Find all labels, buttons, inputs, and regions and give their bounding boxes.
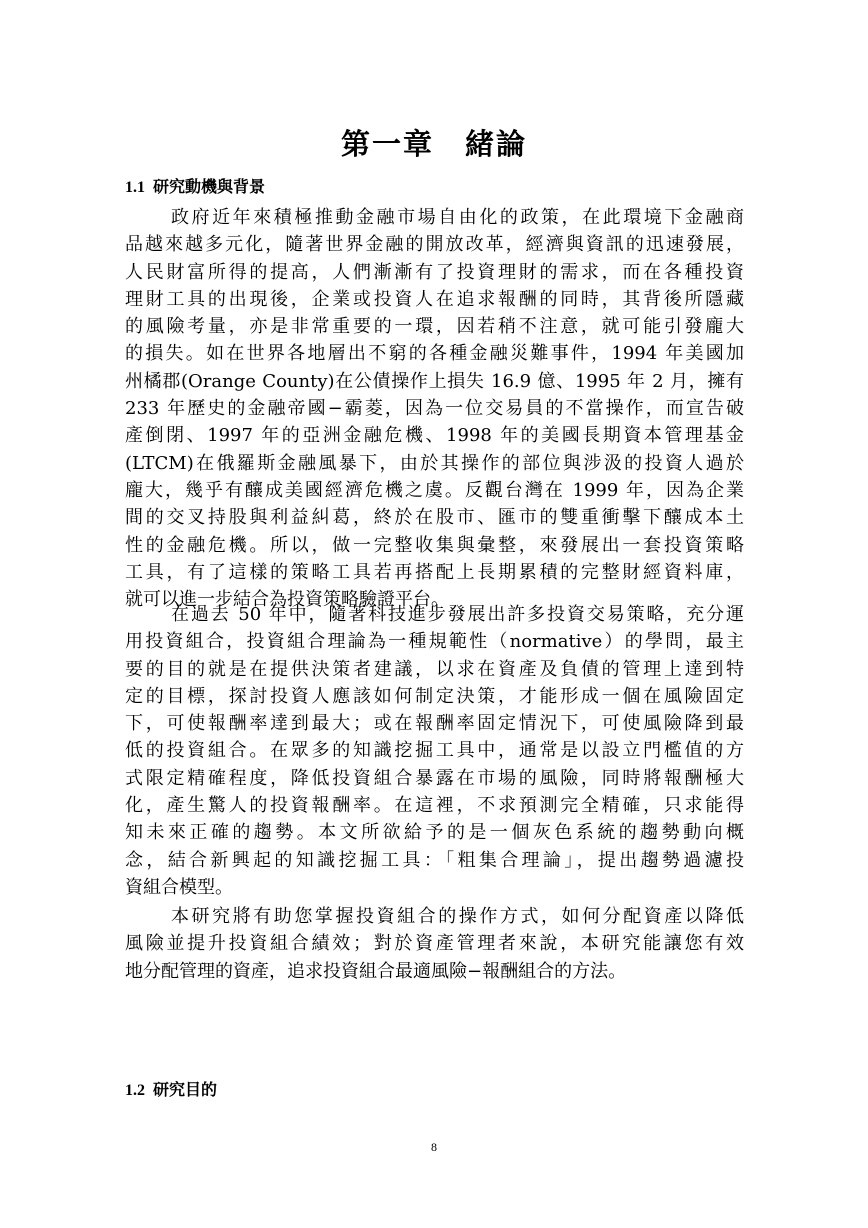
paragraph-line: 地分配管理的資產，追求投資組合最適風險−報酬組合的方法。 (125, 960, 627, 982)
chapter-title: 第一章 緒論 (340, 127, 527, 161)
paragraph-line: 理財工具的出現後，企業或投資人在追求報酬的同時，其背後所隱藏 (125, 288, 744, 310)
paragraph-line: 低的投資組合。在眾多的知識挖掘工具中，通常是以設立門檻值的方 (125, 740, 744, 762)
section-heading-1-2 (125, 1079, 217, 1102)
section-title: 研究目的 (153, 1080, 218, 1099)
paragraph-line: 知未來正確的趨勢。本文所欲給予的是一個灰色系統的趨勢動向概 (125, 822, 744, 844)
paragraph-line: 化，產生驚人的投資報酬率。在這裡，不求預測完全精確，只求能得 (125, 795, 744, 817)
paragraph-line: 產倒閉、1997 年的亞洲金融危機、1998 年的美國長期資本管理基金 (125, 425, 744, 447)
paragraph-motivation (125, 204, 744, 613)
paragraph-portfolio-theory (125, 601, 744, 901)
paragraph-line: 品越來越多元化，隨著世界金融的開放改革，經濟與資訊的迅速發展， (125, 234, 744, 256)
paragraph-line: 就可以進一步結合為投資策略驗證平台。 (125, 589, 449, 611)
paragraph-line: 下，可使報酬率達到最大；或在報酬率固定情況下，可使風險降到最 (125, 713, 744, 735)
paragraph-line: 本研究將有助您掌握投資組合的操作方式，如何分配資產以降低 (171, 906, 744, 927)
paragraph-line: 州橘郡(Orange County)在公債操作上損失 16.9 億、1995 年 2 月，擁有 (125, 370, 744, 392)
paragraph-line: 政府近年來積極推動金融市場自由化的政策，在此環境下金融商 (171, 207, 744, 228)
paragraph-line: 工具，有了這樣的策略工具若再搭配上長期累積的完整財經資料庫， (125, 561, 744, 583)
paragraph-line: (LTCM)在俄羅斯金融風暴下，由於其操作的部位與涉汲的投資人過於 (125, 452, 744, 474)
section-number: 1.1 (125, 179, 145, 196)
paragraph-contribution (125, 903, 744, 985)
section-number: 1.2 (125, 1082, 145, 1099)
paragraph-line: 式限定精確程度，降低投資組合暴露在市場的風險，同時將報酬極大 (125, 767, 744, 789)
paragraph-line: 的風險考量，亦是非常重要的一環，因若稍不注意，就可能引發龐大 (125, 316, 744, 338)
paragraph-line: 用投資組合，投資組合理論為一種規範性（normative）的學問，最主 (125, 631, 744, 653)
paragraph-line: 定的目標，探討投資人應該如何制定決策，才能形成一個在風險固定 (125, 685, 744, 707)
paragraph-line: 在過去 50 年中，隨著科技進步發展出許多投資交易策略，充分運 (171, 604, 744, 625)
paragraph-line: 人民財富所得的提高，人們漸漸有了投資理財的需求，而在各種投資 (125, 261, 744, 283)
paragraph-line: 念，結合新興起的知識挖掘工具：「粗集合理論」，提出趨勢過濾投 (125, 849, 744, 871)
section-heading-1-1 (125, 176, 265, 199)
paragraph-line: 間的交叉持股與利益糾葛，終於在股市、匯市的雙重衝擊下釀成本土 (125, 507, 744, 529)
section-title: 研究動機與背景 (153, 177, 266, 196)
paragraph-line: 233 年歷史的金融帝國−霸菱，因為一位交易員的不當操作，而宣告破 (125, 398, 744, 420)
paragraph-line: 要的目的就是在提供決策者建議，以求在資產及負債的管理上達到特 (125, 658, 744, 680)
paragraph-line: 資組合模型。 (125, 876, 233, 898)
paragraph-line: 龐大，幾乎有釀成美國經濟危機之虞。反觀台灣在 1999 年，因為企業 (125, 479, 744, 501)
page-number: 8 (431, 1140, 437, 1154)
paragraph-line: 性的金融危機。所以，做一完整收集與彙整，來發展出一套投資策略 (125, 534, 744, 556)
paragraph-line: 風險並提升投資組合績效；對於資產管理者來說，本研究能讓您有效 (125, 933, 744, 955)
paragraph-line: 的損失。如在世界各地層出不窮的各種金融災難事件，1994 年美國加 (125, 343, 744, 365)
